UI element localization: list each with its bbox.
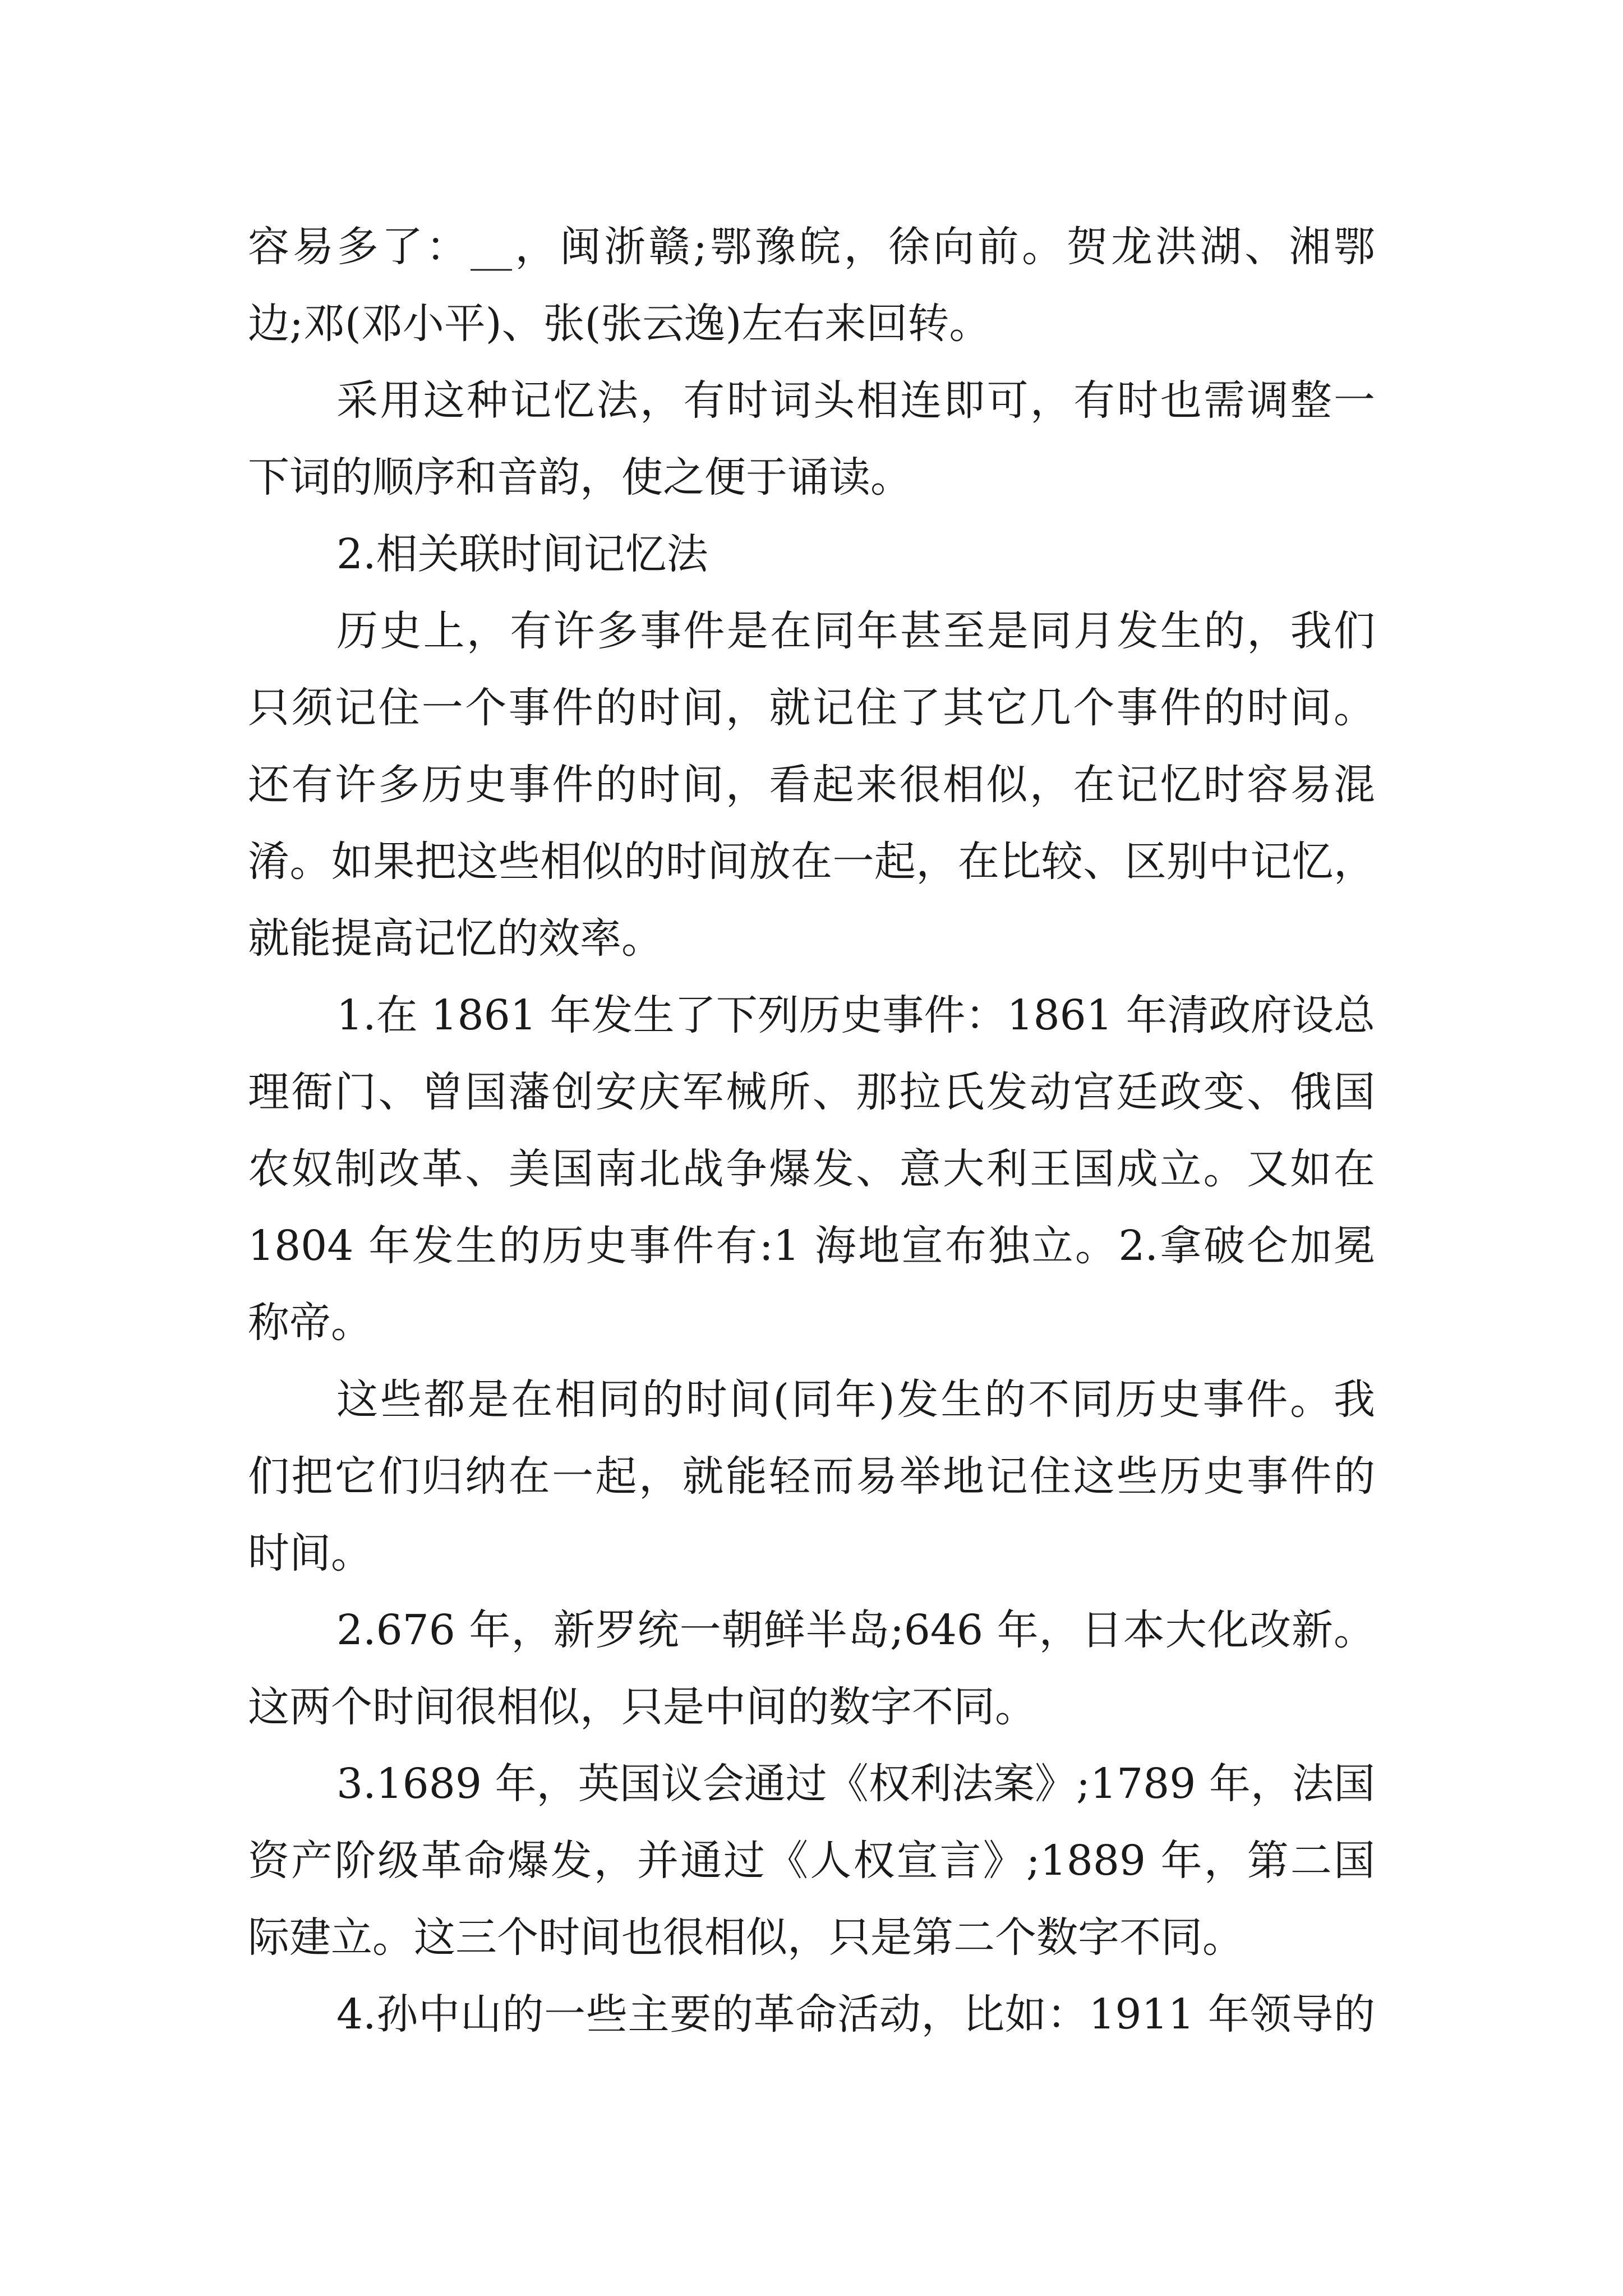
text-line: 称帝。 [248,1299,372,1347]
text-line: 资产阶级革命爆发，并通过《人权宣言》;1889 年，第二国 [248,1837,1375,1885]
paragraph-first-line: 2.676 年，新罗统一朝鲜半岛;646 年，日本大化改新。 [336,1606,1375,1654]
paragraph-first-line: 历史上，有许多事件是在同年甚至是同月发生的，我们 [336,607,1375,655]
text-line: 1804 年发生的历史事件有:1 海地宣布独立。2.拿破仑加冕 [248,1222,1375,1270]
text-line: 只须记住一个事件的时间，就记住了其它几个事件的时间。 [248,684,1375,732]
text-line: 边;邓(邓小平)、张(张云逸)左右来回转。 [248,300,991,348]
section-heading: 2.相关联时间记忆法 [336,530,708,578]
text-line: 农奴制改革、美国南北战争爆发、意大利王国成立。又如在 [248,1145,1375,1193]
paragraph-first-line: 采用这种记忆法，有时词头相连即可，有时也需调整一 [336,376,1375,425]
text-line: 淆。如果把这些相似的时间放在一起，在比较、区别中记忆， [248,838,1375,886]
paragraph-first-line: 这些都是在相同的时间(同年)发生的不同历史事件。我 [336,1375,1375,1424]
text-line: 下词的顺序和音韵，使之便于诵读。 [248,453,912,501]
text-line: 时间。 [248,1529,372,1577]
text-line: 容易多了：__，闽浙赣;鄂豫皖，徐向前。贺龙洪湖、湘鄂 [248,223,1375,271]
text-line: 理衙门、曾国藩创安庆军械所、那拉氏发动宫廷政变、俄国 [248,1068,1375,1116]
text-line: 这两个时间很相似，只是中间的数字不同。 [248,1683,1036,1731]
paragraph-first-line: 4.孙中山的一些主要的革命活动，比如：1911 年领导的 [336,1990,1375,2039]
text-line: 就能提高记忆的效率。 [248,914,663,963]
text-line: 际建立。这三个时间也很相似，只是第二个数字不同。 [248,1913,1244,1962]
paragraph-first-line: 3.1689 年，英国议会通过《权利法案》;1789 年，法国 [336,1760,1375,1808]
text-line: 们把它们归纳在一起，就能轻而易举地记住这些历史事件的 [248,1452,1375,1501]
paragraph-first-line: 1.在 1861 年发生了下列历史事件：1861 年清政府设总 [336,991,1375,1039]
text-line: 还有许多历史事件的时间，看起来很相似，在记忆时容易混 [248,761,1375,809]
